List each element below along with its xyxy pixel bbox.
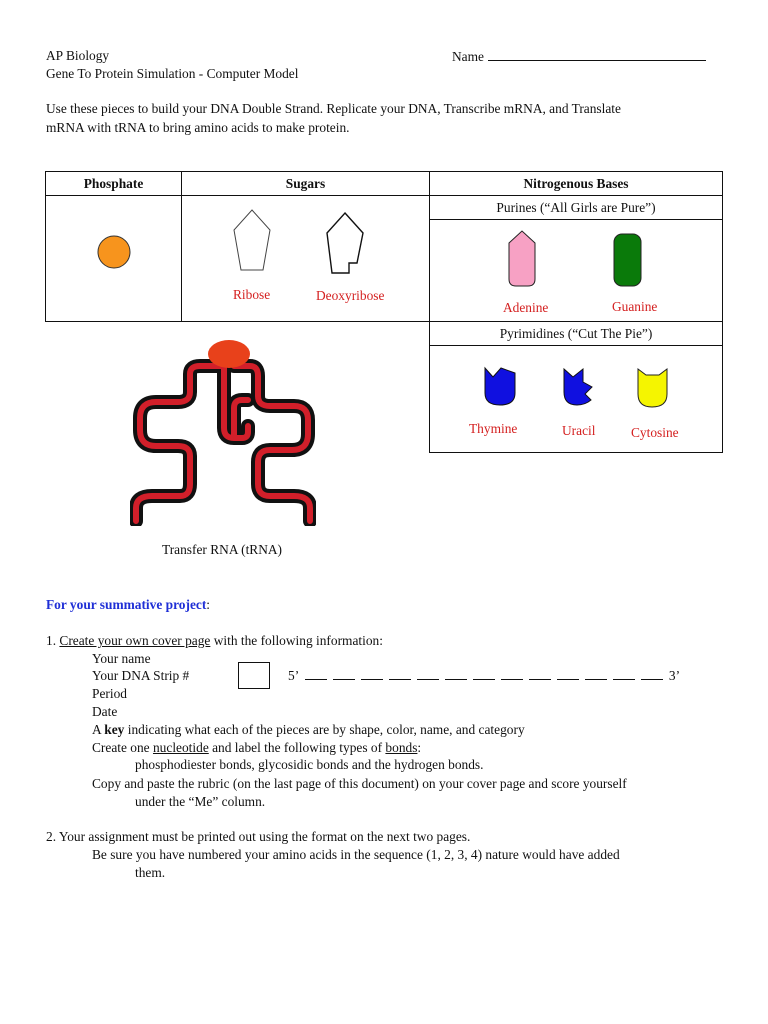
guanine-shape-icon xyxy=(612,232,644,288)
sequence-blank xyxy=(333,669,355,680)
course-title: AP Biology xyxy=(46,48,110,63)
adenine-label: Adenine xyxy=(503,300,549,315)
header-phosphate: Phosphate xyxy=(83,176,144,191)
cytosine-shape-icon xyxy=(636,366,670,410)
deoxyribose-label: Deoxyribose xyxy=(316,288,385,303)
sequence-blank xyxy=(305,669,327,680)
thymine-label: Thymine xyxy=(469,421,518,436)
intro-line-2: mRNA with tRNA to bring amino acids to make protein. xyxy=(46,120,350,135)
bullet-rubric: Copy and paste the rubric (on the last page of this document) on your cover page and score yourself xyxy=(92,776,627,791)
ribose-pentagon-icon xyxy=(232,208,272,272)
cover-page-link-text: Create your own cover page xyxy=(59,633,211,648)
trna-illustration-icon xyxy=(130,338,316,526)
bullet-period: Period xyxy=(92,686,127,701)
amino-acids-line-2: them. xyxy=(135,865,166,880)
bullet-amino-acids: Be sure you have numbered your amino acids in the sequence (1, 2, 3, 4) nature would have added xyxy=(92,847,620,862)
sequence-blank xyxy=(613,669,635,680)
header-sugars: Sugars xyxy=(285,176,326,191)
phosphate-circle-icon xyxy=(96,234,132,270)
purines-label: Purines (“All Girls are Pure”) xyxy=(496,200,656,215)
adenine-shape-icon xyxy=(506,229,538,289)
name-field xyxy=(452,48,706,65)
thymine-shape-icon xyxy=(482,365,518,409)
cytosine-label: Cytosine xyxy=(631,425,679,440)
sequence-blank xyxy=(557,669,579,680)
sequence-blanks xyxy=(302,668,666,683)
item-1: 1. Create your own cover page with the following information: xyxy=(46,633,383,648)
dna-strip-number-box[interactable] xyxy=(238,662,270,689)
bullet-nucleotide: Create one nucleotide and label the following types of bonds: xyxy=(92,740,422,755)
trna-caption: Transfer RNA (tRNA) xyxy=(162,542,283,557)
guanine-label: Guanine xyxy=(612,299,658,314)
rubric-line-2: under the “Me” column. xyxy=(135,794,266,809)
uracil-shape-icon xyxy=(561,366,597,408)
bullet-your-name: Your name xyxy=(92,651,151,666)
document-subtitle: Gene To Protein Simulation - Computer Model xyxy=(46,66,299,81)
ribose-label: Ribose xyxy=(233,287,271,302)
bullet-date: Date xyxy=(92,704,118,719)
bullet-dna-strip: Your DNA Strip # xyxy=(92,668,190,683)
summative-heading: For your summative project: xyxy=(46,597,211,612)
sequence-blank xyxy=(417,669,439,680)
sequence-blank xyxy=(529,669,551,680)
sequence-blank xyxy=(361,669,383,680)
sequence-blank xyxy=(389,669,411,680)
uracil-label: Uracil xyxy=(562,423,596,438)
name-blank-line xyxy=(488,48,706,61)
item-2: 2. Your assignment must be printed out using the format on the next two pages. xyxy=(46,829,471,844)
bond-types-line: phosphodiester bonds, glycosidic bonds and the hydrogen bonds. xyxy=(135,757,484,772)
header-nitrogenous-bases: Nitrogenous Bases xyxy=(523,176,629,191)
sequence-blank xyxy=(501,669,523,680)
bullet-key: A key indicating what each of the pieces are by shape, color, name, and category xyxy=(92,722,525,737)
sequence-blank xyxy=(585,669,607,680)
sequence-blank xyxy=(641,669,663,680)
pyrimidines-label: Pyrimidines (“Cut The Pie”) xyxy=(499,326,653,341)
name-label: Name xyxy=(452,49,484,64)
sequence-blank xyxy=(445,669,467,680)
sequence-blank xyxy=(473,669,495,680)
deoxyribose-pentagon-icon xyxy=(325,211,365,275)
dna-strip-sequence: 5’ 3’ xyxy=(288,668,681,683)
intro-line-1: Use these pieces to build your DNA Double Strand. Replicate your DNA, Transcribe mRNA, and Translate xyxy=(46,101,621,116)
